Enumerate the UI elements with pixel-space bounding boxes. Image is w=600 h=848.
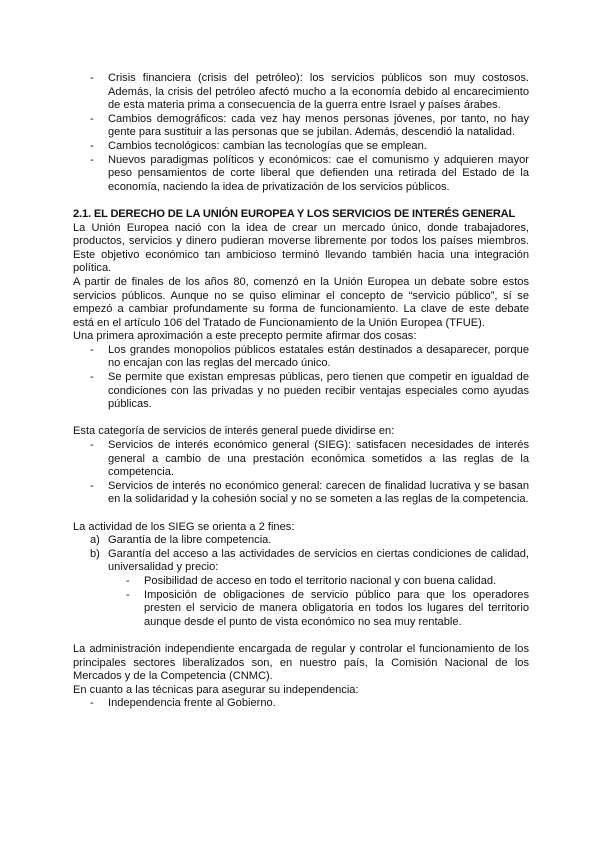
bullet-list [73, 439, 529, 507]
list-item [90, 548, 529, 575]
paragraph: La administración independiente encargada de regular y controlar el funcionamiento de los principales sectores liberalizados son, en nuestro país, la Comisión Nacional de los Mercados y de la Competencia (CNMC). [73, 642, 529, 683]
list-item [90, 697, 529, 711]
list-item-text: Servicios de interés no económico general: carecen de finalidad lucrativa y se basan en la solidaridad y la cohesión social y no se someten a las reglas de la competencia. [108, 479, 529, 506]
paragraph: Esta categoría de servicios de interés general puede dividirse en: [73, 425, 395, 438]
sub-list-item [126, 575, 529, 589]
list-item-text: Imposición de obligaciones de servicio público para que los operadores presten el servicio de manera obligatoria en todos los lugares del territorio aunque desde el punto de vista económico no sea muy rentable. [144, 588, 529, 628]
list-marker: - [90, 139, 94, 152]
list-marker: - [90, 153, 94, 166]
list-item-text: Crisis financiera (crisis del petróleo): los servicios públicos son muy costosos. Además, la crisis del petróleo afectó mucho a la economía debido al encarecimiento de esta materia prima a consecuencia de la guerra entre Israel y países árabes. [108, 72, 529, 112]
list-marker: - [90, 697, 94, 710]
spacer [73, 194, 529, 208]
list-item-text: Cambios tecnológicos: cambian las tecnologías que se emplean. [108, 139, 427, 152]
list-item-text: Los grandes monopolios públicos estatales están destinados a desaparecer, porque no encajan con las reglas del mercado único. [108, 343, 529, 370]
list-item-text: Nuevos paradigmas políticos y económicos: cae el comunismo y adquieren mayor peso pensamientos de corte liberal que defienden una retirada del Estado de la economía, naciendo la idea de privatización de los servicios públicos. [108, 153, 529, 193]
paragraph: Una primera aproximación a este precepto permite afirmar dos cosas: [73, 330, 417, 343]
list-item [90, 154, 529, 195]
page-content [73, 72, 529, 711]
list-marker: b) [90, 547, 100, 560]
bullet-list [73, 697, 529, 711]
spacer [73, 507, 529, 521]
list-item [90, 480, 529, 507]
sub-list-item [126, 589, 529, 630]
list-item [90, 140, 529, 154]
spacer [73, 629, 529, 643]
list-item-text: Posibilidad de acceso en todo el territorio nacional y con buena calidad. [144, 574, 497, 587]
section-heading: 2.1. EL DERECHO DE LA UNIÓN EUROPEA Y LOS SERVICIOS DE INTERÉS GENERAL [73, 207, 516, 220]
list-marker: - [90, 72, 94, 84]
list-item-text: Garantía del acceso a las actividades de servicios en ciertas condiciones de calidad, universalidad y precio: [108, 547, 529, 574]
paragraph: A partir de finales de los años 80, comenzó en la Unión Europea un debate sobre estos servicios públicos. Aunque no se quiso eliminar el concepto de “servicio público”, sí se empezó a cambiar profundamente su forma de funcionamiento. La clave de este debate está en el artículo 106 del Tratado de Funcionamiento de la Unión Europea (TFUE). [73, 275, 529, 329]
paragraph: La Unión Europea nació con la idea de crear un mercado único, donde trabajadores, productos, servicios y dinero pudieran moverse libremente por todos los países miembros. Este objetivo económico tan ambicioso terminó llevando también hacia una integración política. [73, 221, 529, 275]
list-marker: - [126, 588, 130, 601]
list-marker: - [90, 371, 94, 384]
list-marker: - [90, 112, 94, 125]
list-marker: - [90, 479, 94, 492]
bullet-list [73, 344, 529, 412]
list-marker: - [126, 574, 130, 587]
list-item [90, 344, 529, 371]
list-item [90, 371, 529, 412]
list-item [90, 72, 529, 113]
paragraph: La actividad de los SIEG se orienta a 2 fines: [73, 520, 295, 533]
list-marker: - [90, 343, 94, 356]
list-item [90, 534, 529, 548]
list-item [90, 113, 529, 140]
list-item-text: Cambios demográficos: cada vez hay menos personas jóvenes, por tanto, no hay gente para sustituir a las personas que se jubilan. Además, descendió la natalidad. [108, 112, 529, 139]
list-marker: - [90, 439, 94, 452]
list-item [90, 439, 529, 480]
intro-list [73, 72, 529, 194]
list-item-text: Se permite que existan empresas públicas, pero tienen que competir en igualdad de condiciones con las privadas y no pueden recibir ventajas especiales como ayudas públicas. [108, 371, 529, 411]
paragraph: En cuanto a las técnicas para asegurar su independencia: [73, 683, 359, 696]
lettered-list [73, 534, 529, 629]
list-item-text: Servicios de interés económico general (SIEG): satisfacen necesidades de interés general a cambio de una prestación económica sometidos a las reglas de la competencia. [108, 439, 529, 479]
list-item-text: Independencia frente al Gobierno. [108, 697, 276, 710]
spacer [73, 412, 529, 426]
list-item-text: Garantía de la libre competencia. [108, 534, 272, 547]
list-marker: a) [90, 534, 100, 547]
